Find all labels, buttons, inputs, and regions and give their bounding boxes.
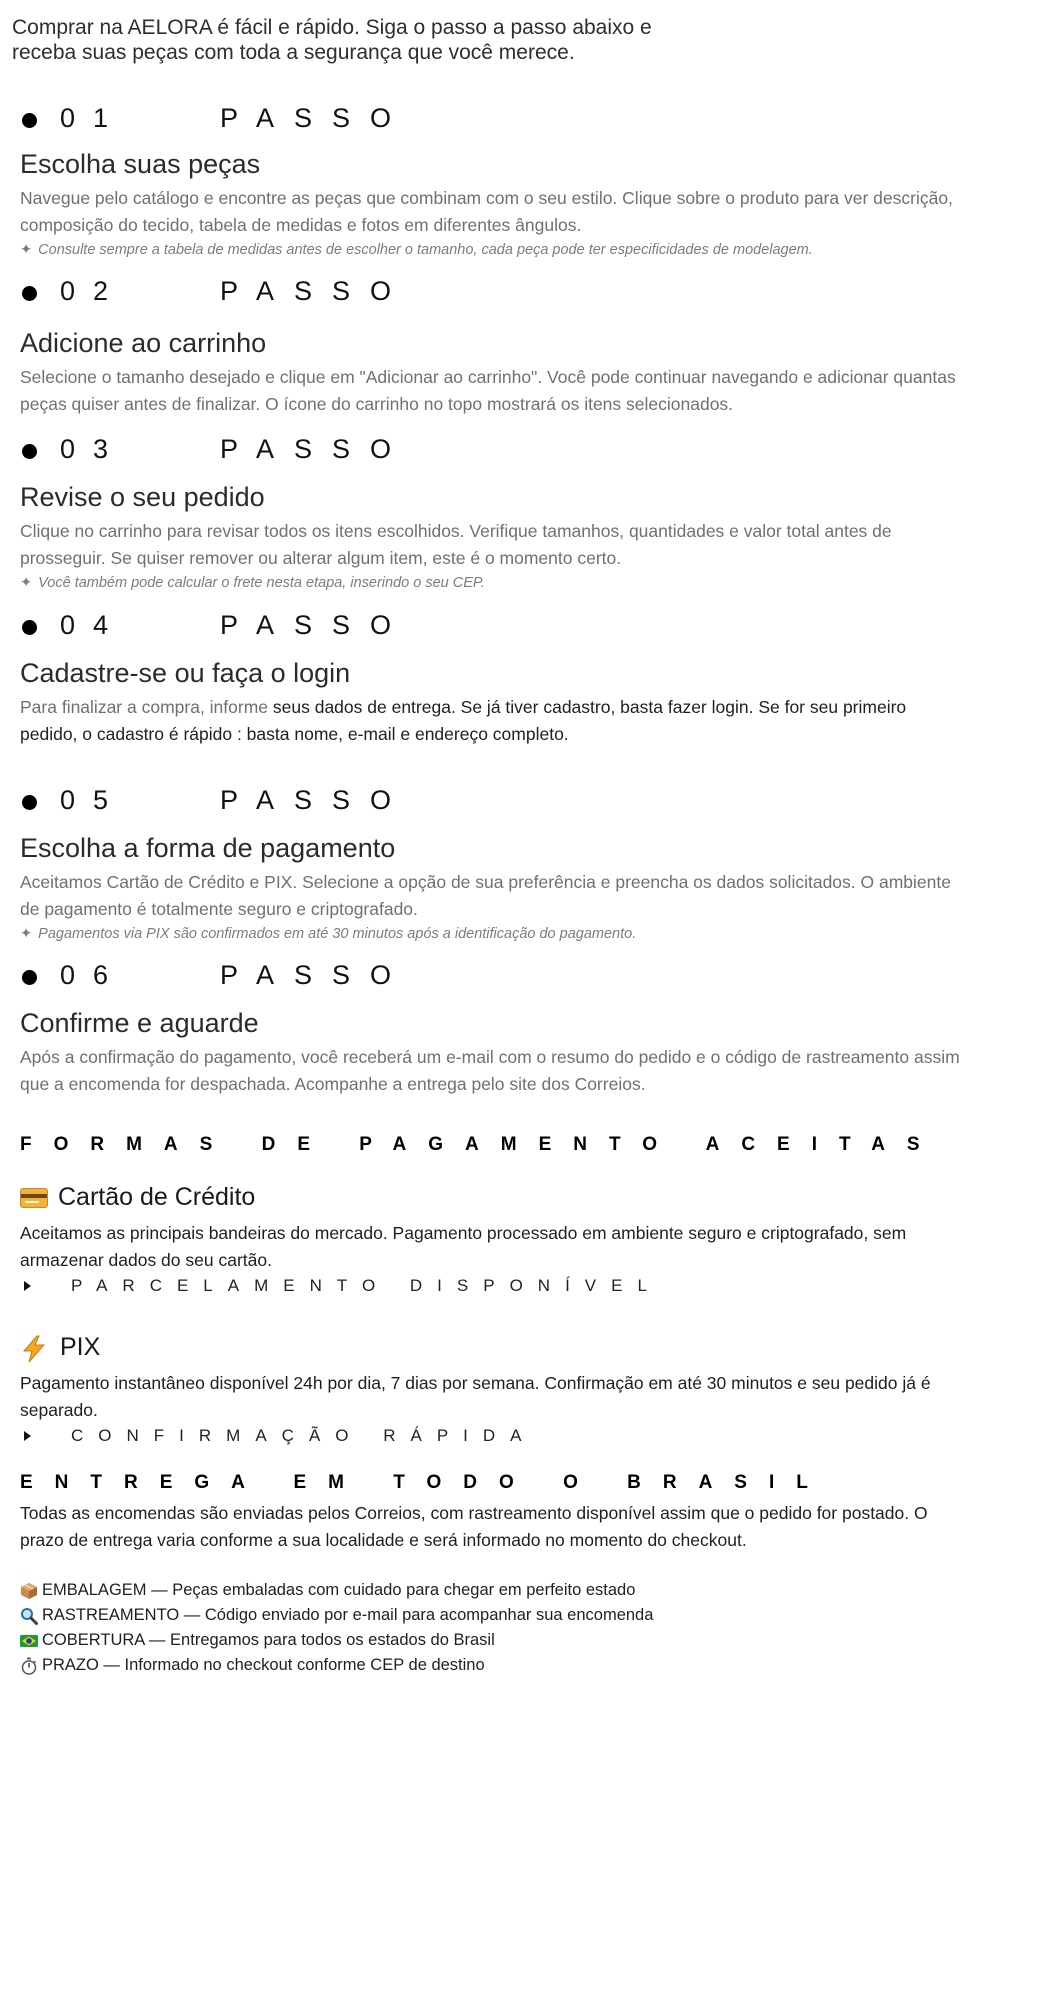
delivery-item-text: COBERTURA — Entregamos para todos os estados do Brasil	[42, 1631, 495, 1649]
step-description: Clique no carrinho para revisar todos os itens escolhidos. Verifique tamanhos, quantidades e valor total antes de prosseguir. Se quiser remover ou alterar algum item, este é o momento certo.	[20, 521, 892, 568]
step-tip	[20, 240, 970, 260]
intro-text: Comprar na AELORA é fácil e rápido. Siga o passo a passo abaixo e receba suas peças com toda a segurança que você merece.	[12, 16, 652, 64]
step-label: PASSO	[220, 960, 412, 990]
step-03	[20, 434, 970, 593]
step-05	[20, 785, 970, 944]
bullet-dot-icon	[22, 113, 37, 128]
step-number: 06	[60, 960, 127, 990]
payment-method-title: Cartão de Crédito	[58, 1182, 256, 1211]
step-header	[20, 610, 970, 644]
step-tip-text: Consulte sempre a tabela de medidas antes de escolher o tamanho, cada peça pode ter especificidades de modelagem.	[38, 242, 813, 258]
bullet-dot-icon	[22, 620, 37, 635]
step-header	[20, 434, 970, 468]
payment-method-title-row	[20, 1330, 970, 1364]
step-tip	[20, 573, 970, 593]
list-item	[20, 1653, 920, 1678]
stopwatch-icon	[20, 1657, 38, 1675]
delivery-description: Todas as encomendas são enviadas pelos Correios, com rastreamento disponível assim que o pedido for postado. O prazo de entrega varia conforme a sua localidade e será informado no momento do checkout.	[20, 1503, 928, 1550]
delivery-item-text: RASTREAMENTO — Código enviado por e-mail para acompanhar sua encomenda	[42, 1606, 654, 1624]
step-label: PASSO	[220, 610, 412, 640]
step-title: Confirme e aguarde	[20, 1008, 259, 1038]
delivery-heading: ENTREGA EM TODO O BRASIL	[20, 1472, 830, 1493]
payment-method-title: PIX	[60, 1332, 101, 1361]
payment-method-tag	[20, 1276, 970, 1296]
step-tip-text: Pagamentos via PIX são confirmados em até 30 minutos após a identificação do pagamento.	[38, 926, 637, 942]
step-label: PASSO	[220, 276, 412, 306]
package-icon	[20, 1582, 38, 1600]
payment-heading: FORMAS DE PAGAMENTO ACEITAS	[20, 1134, 942, 1155]
credit-card-icon	[20, 1188, 48, 1208]
payment-method-title-row	[20, 1180, 970, 1214]
step-label: PASSO	[220, 434, 412, 464]
payment-method-pix	[20, 1330, 970, 1446]
bullet-dot-icon	[22, 444, 37, 459]
play-arrow-icon	[24, 1431, 31, 1441]
sparkle-icon: ✦	[20, 575, 33, 591]
payment-method-description: Aceitamos as principais bandeiras do mercado. Pagamento processado em ambiente seguro e criptografado, sem armazenar dados do seu cartão.	[20, 1223, 907, 1270]
payment-method-tag	[20, 1426, 970, 1446]
bullet-dot-icon	[22, 286, 37, 301]
payment-method-credit-card	[20, 1180, 970, 1296]
step-description	[20, 694, 960, 748]
delivery-features-list	[20, 1578, 920, 1678]
sparkle-icon: ✦	[20, 242, 33, 258]
bullet-dot-icon	[22, 970, 37, 985]
step-01	[20, 103, 970, 260]
step-tip	[20, 924, 970, 944]
brazil-flag-icon	[20, 1632, 38, 1650]
list-item	[20, 1628, 920, 1653]
step-header	[20, 276, 970, 310]
step-description: Selecione o tamanho desejado e clique em "Adicionar ao carrinho". Você pode continuar navegando e adicionar quantas peças quiser antes de finalizar. O ícone do carrinho no topo mostrará os itens selecionados.	[20, 367, 956, 414]
step-label: PASSO	[220, 785, 412, 815]
lightning-icon	[20, 1335, 50, 1359]
payment-method-tag-text: CONFIRMAÇÃO RÁPIDA	[71, 1426, 537, 1445]
step-number: 02	[60, 276, 127, 306]
step-number: 04	[60, 610, 127, 640]
step-02	[20, 276, 970, 418]
step-header	[20, 103, 970, 137]
sparkle-icon: ✦	[20, 926, 33, 942]
step-description-light: Para finalizar a compra, informe	[20, 697, 273, 717]
step-description: Aceitamos Cartão de Crédito e PIX. Selecione a opção de sua preferência e preencha os dados solicitados. O ambiente de pagamento é totalmente seguro e criptografado.	[20, 872, 951, 919]
list-item	[20, 1578, 920, 1603]
step-description-dark: seus dados de entrega. Se já tiver cadastro, basta fazer login. Se for seu primeiro pedido, o cadastro é rápido : basta nome, e-mail e endereço completo.	[20, 697, 907, 744]
step-title: Escolha a forma de pagamento	[20, 833, 396, 863]
magnifier-icon	[20, 1607, 38, 1625]
step-tip-text: Você também pode calcular o frete nesta etapa, inserindo o seu CEP.	[38, 575, 485, 591]
bullet-dot-icon	[22, 795, 37, 810]
step-title: Cadastre-se ou faça o login	[20, 658, 351, 688]
step-number: 05	[60, 785, 127, 815]
step-title: Revise o seu pedido	[20, 482, 265, 512]
play-arrow-icon	[24, 1281, 31, 1291]
step-label: PASSO	[220, 103, 412, 133]
step-04	[20, 610, 970, 748]
payment-method-tag-text: PARCELAMENTO DISPONÍVEL	[71, 1276, 662, 1295]
step-header	[20, 785, 970, 819]
step-number: 03	[60, 434, 127, 464]
step-header	[20, 960, 970, 994]
payment-method-description: Pagamento instantâneo disponível 24h por dia, 7 dias por semana. Confirmação em até 30 minutos e seu pedido já é separado.	[20, 1373, 931, 1420]
delivery-item-text: EMBALAGEM — Peças embaladas com cuidado para chegar em perfeito estado	[42, 1581, 636, 1599]
step-description: Navegue pelo catálogo e encontre as peças que combinam com o seu estilo. Clique sobre o produto para ver descrição, composição do tecido, tabela de medidas e fotos em diferentes ângulos.	[20, 188, 953, 235]
step-06	[20, 960, 970, 1098]
list-item	[20, 1603, 920, 1628]
step-title: Escolha suas peças	[20, 149, 261, 179]
step-number: 01	[60, 103, 127, 133]
delivery-item-text: PRAZO — Informado no checkout conforme CEP de destino	[42, 1656, 485, 1674]
step-title: Adicione ao carrinho	[20, 328, 267, 358]
step-description: Após a confirmação do pagamento, você receberá um e-mail com o resumo do pedido e o código de rastreamento assim que a encomenda for despachada. Acompanhe a entrega pelo site dos Correios.	[20, 1047, 960, 1094]
